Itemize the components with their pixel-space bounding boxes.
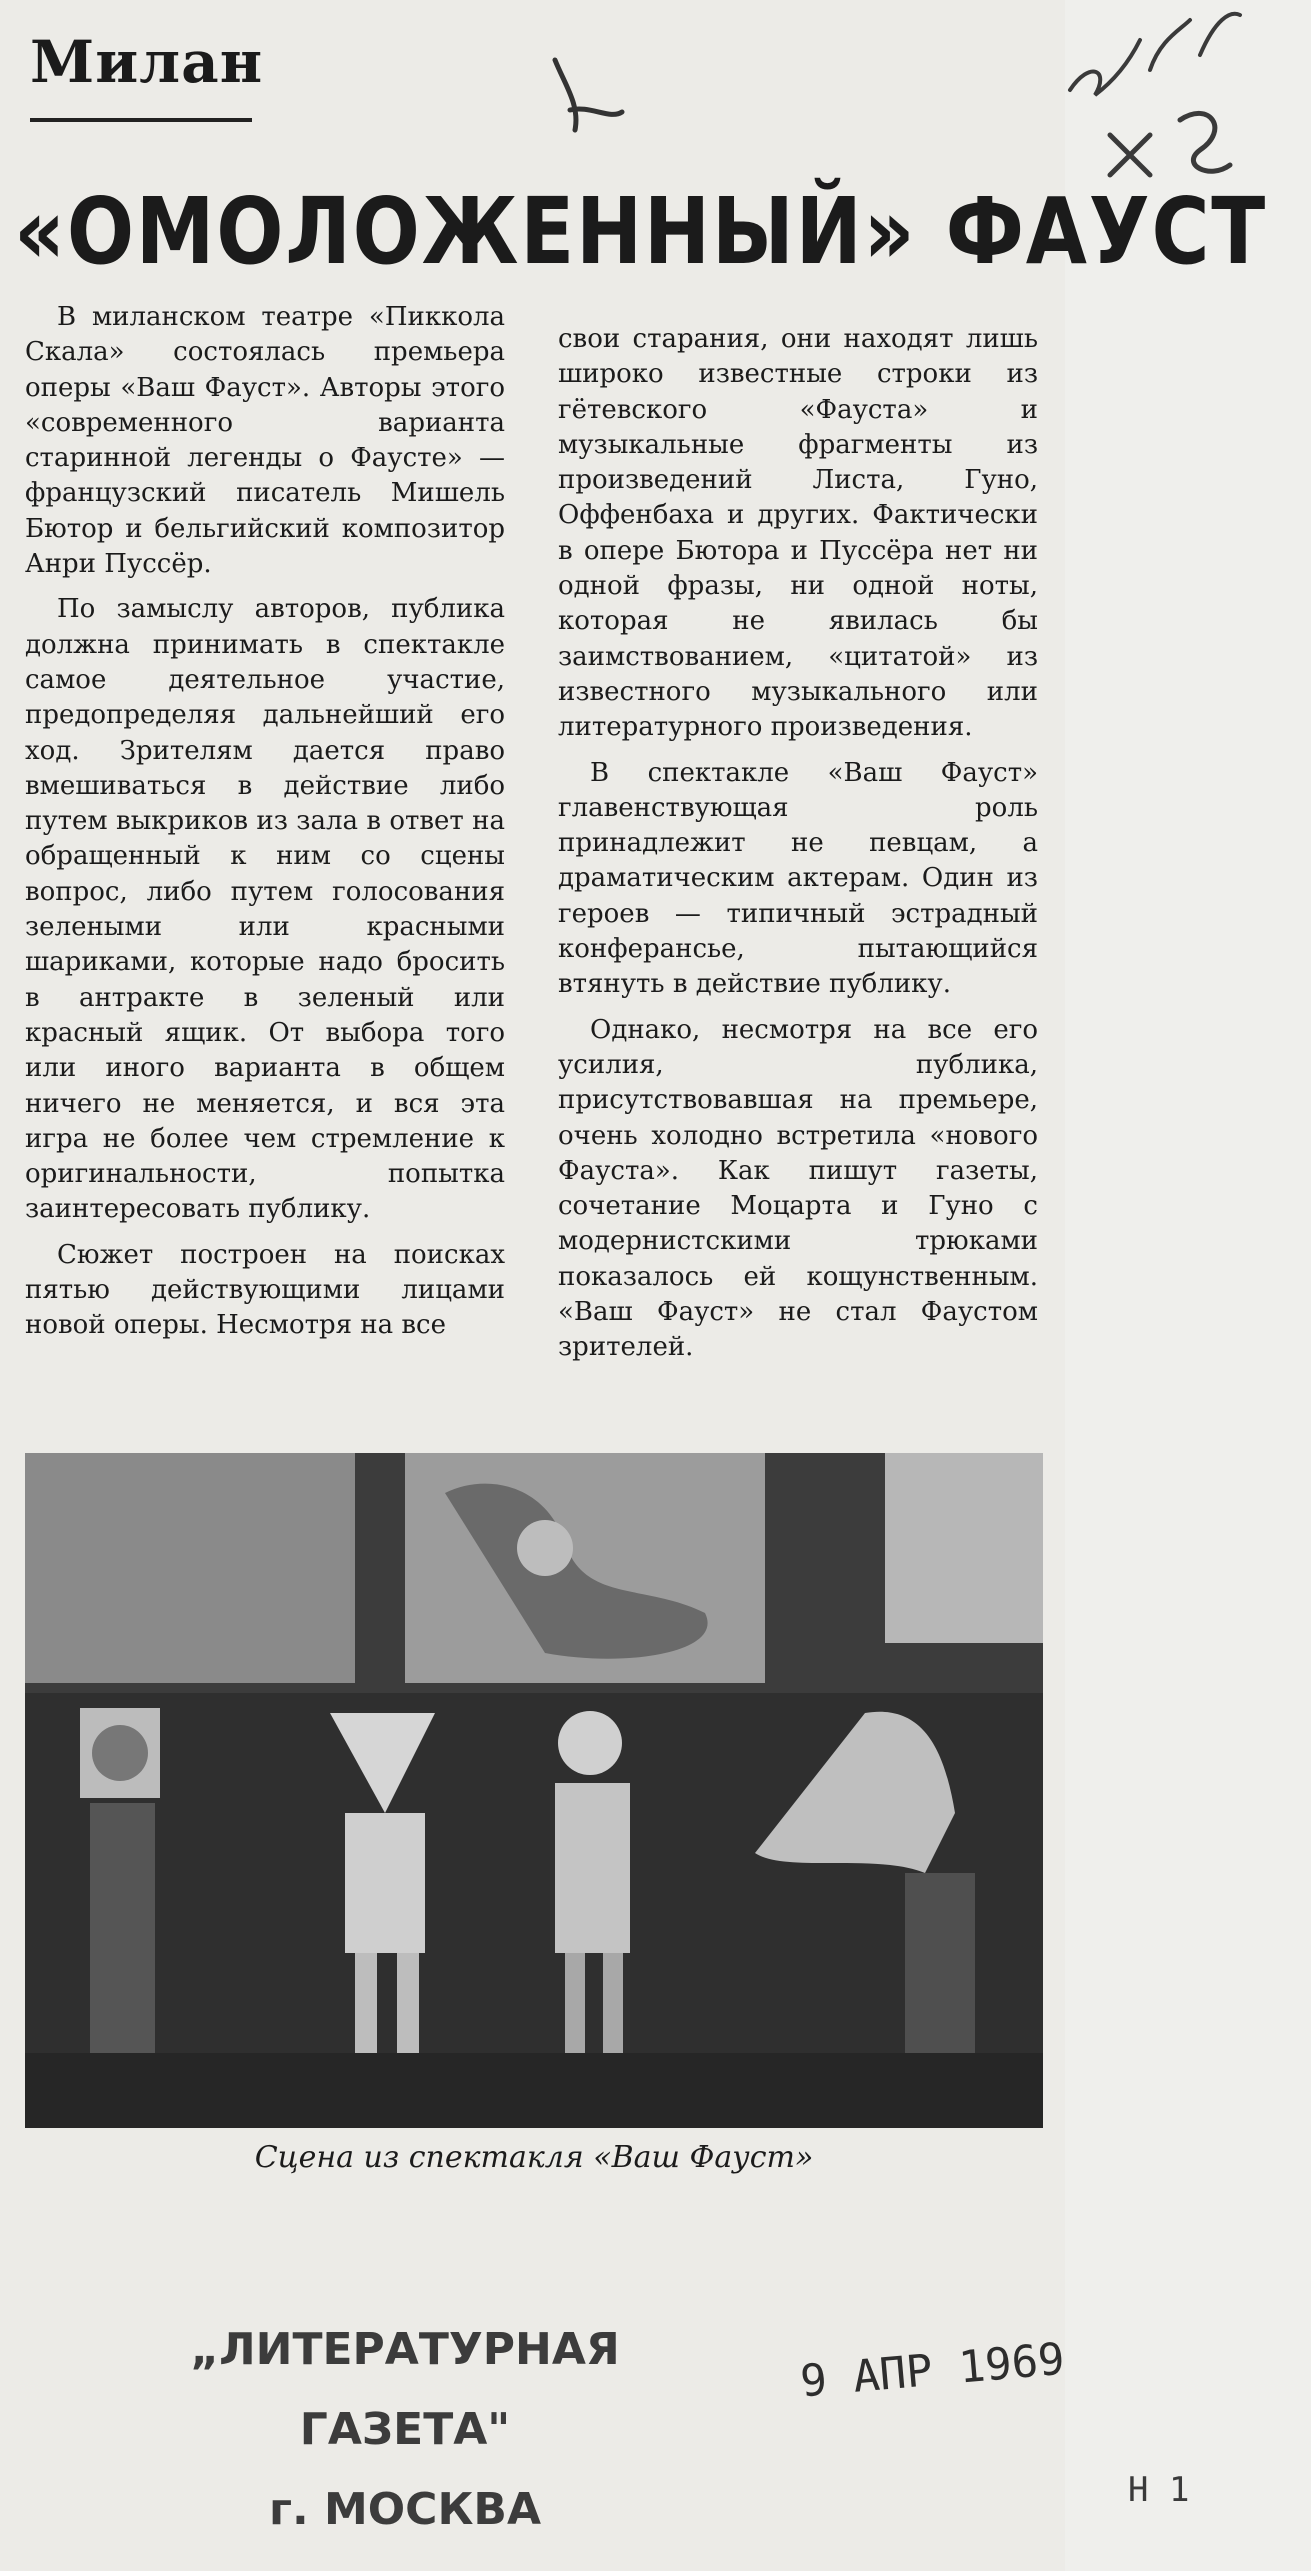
paragraph: В миланском театре «Пиккола Скала» состоялась премьера оперы «Ваш Фауст». Авторы этого «современного варианта старинной легенды о Фаусте» — французский писатель Мишель Бютор и бельгийский композитор Анри Пуссёр.	[25, 302, 505, 580]
article-left-column	[25, 300, 505, 1354]
rubric-label: Милан	[30, 28, 264, 96]
handwritten-note	[1040, 0, 1270, 190]
paragraph: По замыслу авторов, публика должна принимать в спектакле самое деятельное участие, предопределяя дальнейший его ход. Зрителям дается право вмешиваться в действие либо путем выкриков из зала в ответ на обращенный к ним со сцены вопрос, либо путем голосования зелеными или красными шариками, которые надо бросить в антракте в зеленый или красный ящик. От выбора того или иного варианта в общем ничего не меняется, и вся эта игра не более чем стремление к оригинальности, попытка заинтересовать публику.	[25, 594, 505, 1225]
photo-caption: Сцена из спектакля «Ваш Фауст»	[254, 2140, 814, 2175]
paragraph: В спектакле «Ваш Фауст» главенствующая роль принадлежит не певцам, а драматическим актерам. Один из героев — типичный эстрадный конферансье, пытающийся втянуть в действие публику.	[558, 757, 1038, 1000]
stamp-newspaper-name: „ЛИТЕРАТУРНАЯ ГАЗЕТА"	[190, 2324, 620, 2455]
paragraph: Сюжет построен на поисках пятью действующими лицами новой оперы. Несмотря на все	[25, 1239, 505, 1341]
rubric-rule	[30, 118, 252, 122]
headline: «ОМОЛОЖЕННЫЙ» ФАУСТ	[14, 178, 1267, 285]
article-right-column	[558, 322, 1038, 1376]
stage-photo	[25, 1453, 1043, 2128]
date-stamp: 9 АПР 1969	[798, 2333, 1067, 2408]
paragraph: Однако, несмотря на все его усилия, публика, присутствовавшая на премьере, очень холодно встретила «нового Фауста». Как пишут газеты, сочетание Моцарта и Гуно с модернистскими трюками показалось ей кощунственным. «Ваш Фауст» не стал Фаустом зрителей.	[558, 1014, 1038, 1363]
issue-number-stamp: Н 1	[1128, 2470, 1190, 2510]
publication-stamp	[95, 2310, 715, 2550]
paragraph: свои старания, они находят лишь широко известные строки из гётевского «Фауста» и музыкальные фрагменты из произведений Листа, Гуно, Оффенбаха и других. Фактически в опере Бютора и Пуссёра нет ни одной фразы, ни одной ноты, которая не явилась бы заимствованием, «цитатой» из известного музыкального или литературного произведения.	[558, 324, 1038, 743]
stamp-city: г. МОСКВА	[268, 2484, 542, 2535]
